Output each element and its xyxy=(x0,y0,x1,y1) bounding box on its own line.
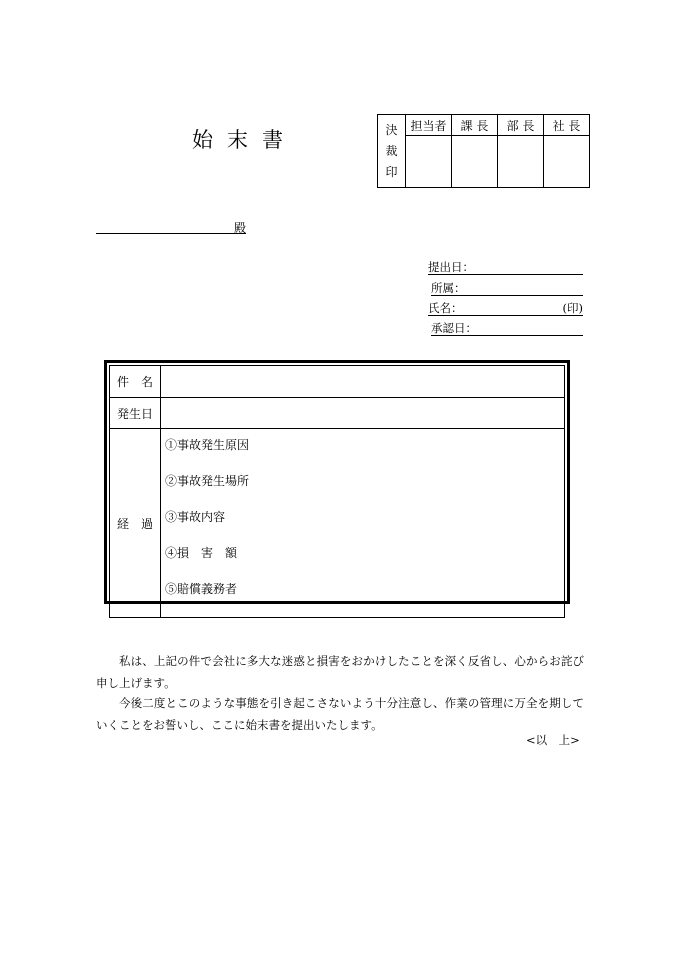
department-label: 所属： xyxy=(431,281,466,295)
role-section-chief: 課 長 xyxy=(452,115,498,136)
stamp-cell-person-in-charge[interactable] xyxy=(406,136,452,188)
details-label: 経 過 xyxy=(110,429,161,618)
approval-label-char-2: 裁 xyxy=(385,143,398,158)
stamp-cell-department-head[interactable] xyxy=(498,136,544,188)
apology-paragraph: 私は、上記の件で会社に多大な迷惑と損害をおかけしたことを深く反省し、心からお詫び申し上げます。 xyxy=(96,654,584,690)
occurrence-date-field[interactable] xyxy=(161,398,565,429)
approval-label xyxy=(378,115,406,188)
subject-label: 件 名 xyxy=(110,366,161,398)
approval-label-char-1: 決 xyxy=(385,122,398,137)
details-item-content: ③事故内容 xyxy=(165,510,226,524)
submitted-date-line[interactable] xyxy=(428,259,583,275)
addressee-line[interactable] xyxy=(96,219,246,234)
approval-stamp-table xyxy=(377,114,590,188)
details-item-liable-party: ⑤賠償義務者 xyxy=(165,582,238,596)
incident-form xyxy=(104,360,570,604)
approval-date-label: 承認日： xyxy=(431,321,477,335)
name-label: 氏名： xyxy=(428,301,463,315)
stamp-cell-president[interactable] xyxy=(544,136,590,188)
details-item-location: ②事故発生場所 xyxy=(165,474,250,488)
approval-date-line[interactable] xyxy=(431,320,583,336)
incident-form-table xyxy=(109,365,565,618)
occurrence-date-label: 発生日 xyxy=(110,398,161,429)
details-item-cause: ①事故発生原因 xyxy=(165,438,250,452)
name-line[interactable] xyxy=(428,300,583,316)
document-title: 始末書 xyxy=(192,128,297,152)
role-president: 社 長 xyxy=(544,115,590,136)
seal-label: (印) xyxy=(562,301,583,315)
stamp-cell-section-chief[interactable] xyxy=(452,136,498,188)
pledge-paragraph: 今後二度とこのような事態を引き起こさないよう十分注意し、作業の管理に万全を期していくことをお誓いし、ここに始末書を提出いたします。 xyxy=(96,696,584,732)
approval-label-char-3: 印 xyxy=(385,164,398,179)
details-field[interactable] xyxy=(161,429,565,618)
submitted-date-label: 提出日： xyxy=(428,260,474,274)
subject-field[interactable] xyxy=(161,366,565,398)
department-line[interactable] xyxy=(431,280,583,296)
role-person-in-charge: 担当者 xyxy=(406,115,452,136)
closing-mark: <以 上> xyxy=(526,733,580,747)
details-item-damage-amount: ④損 害 額 xyxy=(165,546,238,560)
role-department-head: 部 長 xyxy=(498,115,544,136)
addressee-suffix: 殿 xyxy=(233,221,246,235)
